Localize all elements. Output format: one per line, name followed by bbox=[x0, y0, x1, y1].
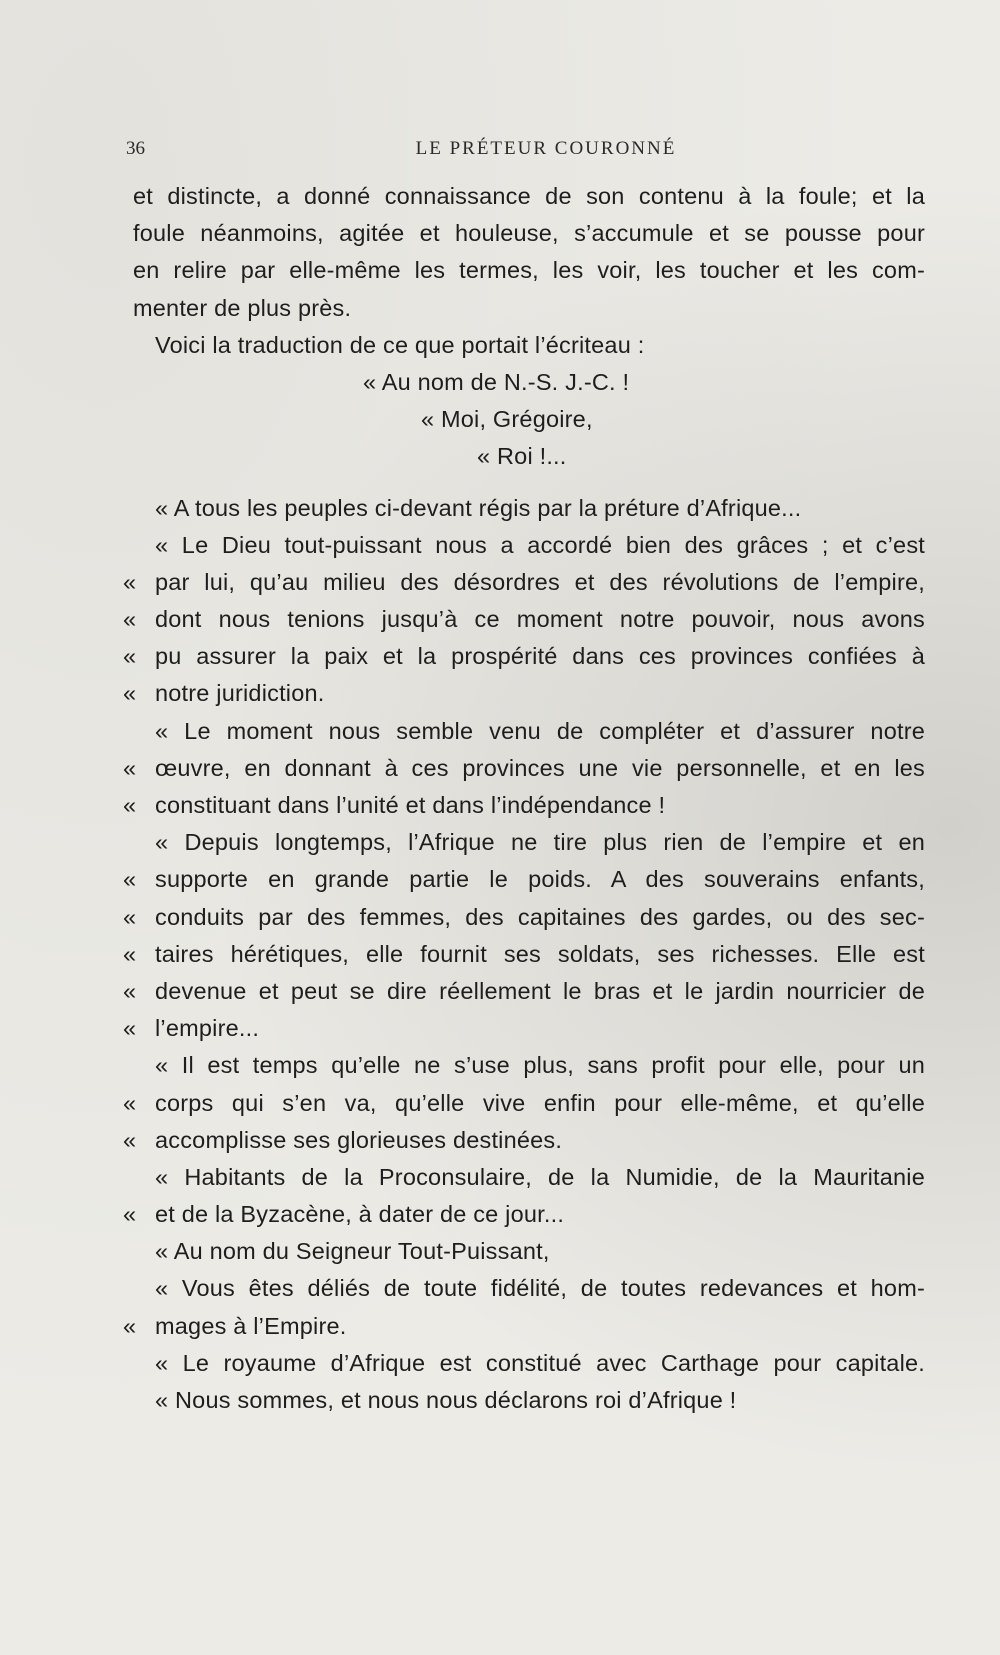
line-text: œuvre, en donnant à ces provinces une vie personnelle, et en les bbox=[155, 754, 925, 781]
text-line bbox=[133, 290, 925, 327]
page-number: 36 bbox=[126, 138, 145, 159]
quote-mark: « bbox=[123, 1201, 137, 1228]
quote-mark: « bbox=[123, 1312, 137, 1339]
line-text: taires hérétiques, elle fournit ses soldats, ses richesses. Elle est bbox=[155, 940, 925, 967]
line-text: « A tous les peuples ci-devant régis par la préture d’Afrique... bbox=[155, 494, 802, 521]
line-text: mages à l’Empire. bbox=[155, 1312, 347, 1339]
line-text: Voici la traduction de ce que portait l’écriteau : bbox=[155, 331, 645, 358]
text-line bbox=[123, 861, 925, 898]
line-text: « Au nom de N.-S. J.-C. ! bbox=[363, 368, 630, 395]
line-text: notre juridiction. bbox=[155, 680, 325, 707]
line-text: constituant dans l’unité et dans l’indépendance ! bbox=[155, 792, 666, 818]
quote-mark: « bbox=[123, 1015, 137, 1042]
line-text: « Le Dieu tout-puissant nous a accordé bien des grâces ; et c’est bbox=[155, 531, 925, 558]
text-line bbox=[133, 713, 925, 750]
text-line bbox=[133, 1159, 925, 1196]
text-line bbox=[123, 973, 925, 1010]
text-line bbox=[133, 364, 925, 401]
line-text: foule néanmoins, agitée et houleuse, s’accumule et se pousse pour bbox=[133, 220, 925, 247]
quote-mark: « bbox=[123, 866, 137, 893]
running-title: LE PRÉTEUR COURONNÉ bbox=[415, 138, 677, 159]
text-line bbox=[123, 899, 925, 936]
line-text: conduits par des femmes, des capitaines des gardes, ou des sec- bbox=[155, 903, 925, 930]
line-text: l’empire... bbox=[155, 1015, 260, 1042]
text-line bbox=[123, 564, 925, 601]
text-line bbox=[123, 1308, 925, 1345]
line-text: dont nous tenions jusqu’à ce moment notre pouvoir, nous avons bbox=[155, 606, 925, 633]
line-text: et de la Byzacène, à dater de ce jour... bbox=[155, 1201, 565, 1228]
text-line bbox=[123, 787, 925, 824]
text-line bbox=[133, 1382, 925, 1419]
line-text: « Roi !... bbox=[477, 443, 567, 470]
quote-mark: « bbox=[123, 792, 137, 818]
line-text: « Vous êtes déliés de toute fidélité, de toutes redevances et hom- bbox=[155, 1275, 925, 1302]
line-text: « Au nom du Seigneur Tout-Puissant, bbox=[155, 1238, 550, 1265]
line-text: « Il est temps qu’elle ne s’use plus, sans profit pour elle, pour un bbox=[155, 1052, 925, 1079]
text-line bbox=[123, 1196, 925, 1233]
text-line bbox=[133, 1233, 925, 1270]
quote-mark: « bbox=[123, 606, 137, 633]
line-text: « Habitants de la Proconsulaire, de la Numidie, de la Mauritanie bbox=[155, 1163, 925, 1190]
text-line bbox=[133, 527, 925, 564]
text-line bbox=[133, 327, 925, 364]
quote-mark: « bbox=[123, 1089, 137, 1116]
line-text: en relire par elle-même les termes, les voir, les toucher et les com- bbox=[133, 257, 925, 284]
line-text: corps qui s’en va, qu’elle vive enfin pour elle-même, et qu’elle bbox=[155, 1089, 925, 1116]
text-line bbox=[133, 438, 925, 475]
line-text: menter de plus près. bbox=[133, 294, 352, 321]
line-text: devenue et peut se dire réellement le bras et le jardin nourricier de bbox=[155, 977, 925, 1004]
quote-mark: « bbox=[123, 568, 137, 595]
text-line bbox=[133, 401, 925, 438]
text-line bbox=[123, 601, 925, 638]
quote-mark: « bbox=[123, 754, 137, 781]
text-line bbox=[123, 638, 925, 675]
paragraph-gap bbox=[133, 476, 925, 490]
line-text: « Le royaume d’Afrique est constitué avec Carthage pour capitale. bbox=[155, 1349, 925, 1376]
text-line bbox=[133, 1345, 925, 1382]
line-text: « Depuis longtemps, l’Afrique ne tire plus rien de l’empire et en bbox=[155, 829, 925, 856]
line-text: « Nous sommes, et nous nous déclarons roi d’Afrique ! bbox=[155, 1387, 737, 1413]
text-line bbox=[133, 490, 925, 527]
text-line bbox=[123, 1085, 925, 1122]
quote-mark: « bbox=[123, 1126, 137, 1153]
quote-mark: « bbox=[123, 977, 137, 1004]
quote-mark: « bbox=[123, 680, 137, 707]
text-line bbox=[133, 215, 925, 252]
body-text bbox=[123, 178, 925, 1419]
text-line bbox=[123, 1010, 925, 1047]
line-text: pu assurer la paix et la prospérité dans ces provinces confiées à bbox=[155, 643, 925, 670]
line-text: par lui, qu’au milieu des désordres et des révolutions de l’empire, bbox=[155, 568, 925, 595]
text-line bbox=[133, 252, 925, 289]
line-text: « Le moment nous semble venu de compléter et d’assurer notre bbox=[155, 717, 925, 744]
quote-mark: « bbox=[123, 940, 137, 967]
text-line bbox=[133, 824, 925, 861]
line-text: supporte en grande partie le poids. A des souverains enfants, bbox=[155, 866, 925, 893]
text-line bbox=[133, 1047, 925, 1084]
text-line bbox=[133, 178, 925, 215]
text-line bbox=[133, 1270, 925, 1307]
text-line bbox=[123, 1122, 925, 1159]
running-head bbox=[126, 134, 926, 166]
line-text: et distincte, a donné connaissance de son contenu à la foule; et la bbox=[133, 183, 925, 209]
line-text: « Moi, Grégoire, bbox=[421, 406, 593, 433]
quote-mark: « bbox=[123, 643, 137, 670]
line-text: accomplisse ses glorieuses destinées. bbox=[155, 1126, 563, 1153]
text-line bbox=[123, 750, 925, 787]
text-line bbox=[123, 675, 925, 712]
text-line bbox=[123, 936, 925, 973]
quote-mark: « bbox=[123, 903, 137, 930]
